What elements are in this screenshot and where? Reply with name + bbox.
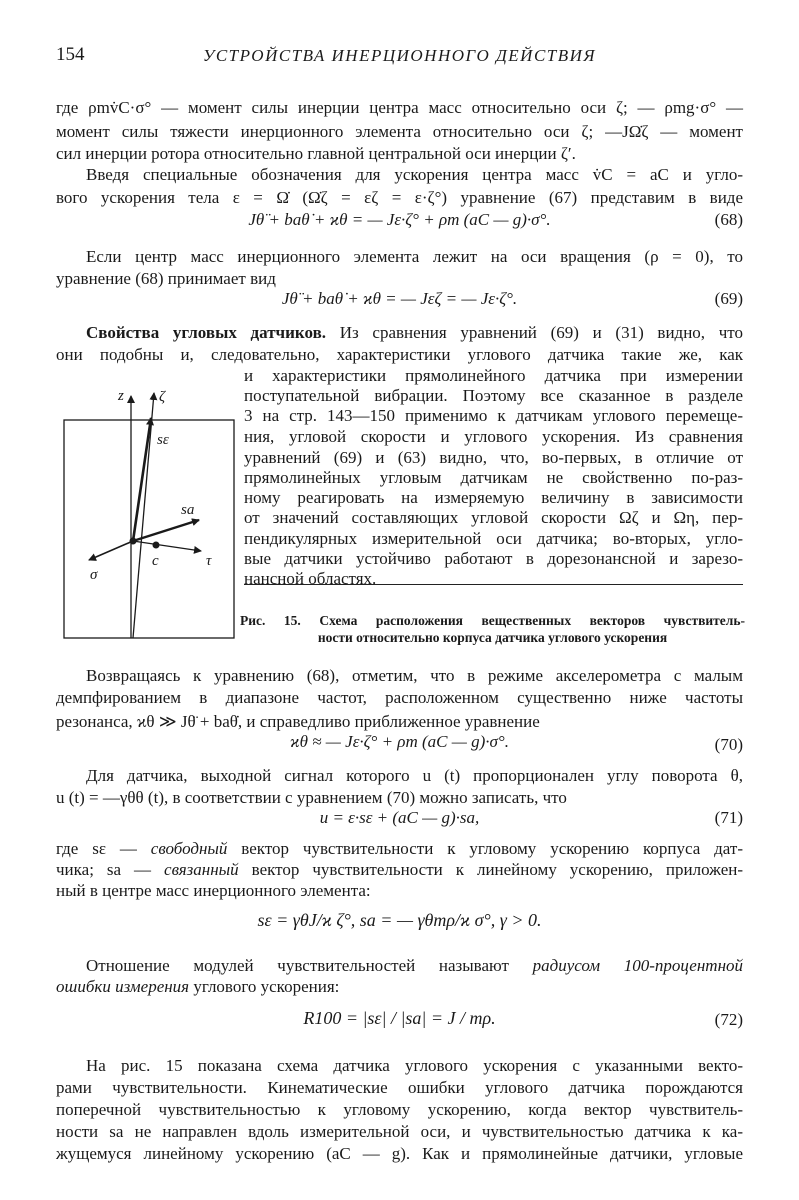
section-heading-line: Свойства угловых датчиков. Из сравнения уравнений (69) и (31) видно, что: [86, 323, 743, 342]
running-title: УСТРОЙСТВА ИНЕРЦИОННОГО ДЕЙСТВИЯ: [202, 46, 597, 65]
label-tau: τ: [206, 553, 212, 569]
text-line: нансной областях.: [244, 569, 377, 588]
equation-70-number: (70): [714, 735, 743, 754]
caption-rule: [244, 584, 743, 585]
equation-69-number: (69): [714, 289, 743, 308]
text-line: прямолинейных угловым датчикам не свойственно по-раз-: [244, 468, 743, 487]
equation-70: [56, 732, 743, 758]
sigma-axis: [89, 541, 133, 560]
equation-69-formula: Jθ̈ + baθ̇ + ϰθ = — Jεζ = — Jε·ζ°.: [281, 289, 518, 308]
text-line: где sε — свободный вектор чувствительности к угловому ускорению корпуса дат-: [56, 839, 744, 858]
text-line: поперечной чувствительностью к угловому ускорению, когда вектор чувствитель-: [56, 1100, 743, 1119]
text-line: момент силы тяжести инерционного элемента относительно оси ζ; —JΩ̇ζ — момент: [56, 122, 743, 141]
label-s-a: sa: [181, 502, 195, 518]
label-s-epsilon: sε: [157, 432, 169, 448]
figure-15-caption: Рис. 15. Схема расположения вещественных векторов чувствитель- ности относительно корпуса датчика углового ускорения: [240, 613, 745, 645]
text-line: вые датчики устойчиво работают в дорезонансной и зарезо-: [244, 549, 743, 568]
text-line: Для датчика, выходной сигнал которого u (t) пропорционален углу поворота θ,: [86, 766, 743, 785]
sensitivity-vectors-equation: [56, 910, 743, 940]
text-line: Возвращаясь к уравнению (68), отметим, что в режиме акселерометра с малым: [86, 666, 743, 685]
equation-71-formula: u = ε·sε + (aC — g)·sa,: [319, 808, 480, 827]
figure-15-diagram: [56, 388, 236, 640]
text-line: Введя специальные обозначения для ускорения центра масс v̇C = aC и угло-: [86, 165, 743, 184]
text-line: поступательной вибрации. Поэтому все сказанное в разделе: [244, 386, 743, 405]
label-zeta: ζ: [159, 389, 166, 405]
text-line: ному реагировать на измеряемую величину в зависимости: [244, 488, 743, 507]
label-sigma: σ: [90, 567, 98, 583]
rotation-center-point: [130, 538, 137, 545]
text-line: ошибки измерения углового ускорения:: [56, 977, 340, 996]
text-line: от значений составляющих угловой скорости Ωζ и Ωη, пер-: [244, 508, 743, 527]
equation-70-formula: ϰθ ≈ — Jε·ζ° + ρm (aC — g)·σ°.: [290, 732, 509, 751]
text-line: уравнение (68) принимает вид: [56, 269, 276, 288]
s-epsilon-vector: [133, 418, 151, 541]
text-line: 3 на стр. 143—150 применимо к датчикам углового перемеще-: [244, 406, 743, 425]
text-line: вого ускорения тела ε = Ω̇ (Ω̇ζ = εζ = ε·ζ°) уравнение (67) представим в виде: [56, 188, 743, 207]
text-line: ности sa не направлен вдоль измерительной оси, и чувствительностью датчика к ка-: [56, 1122, 743, 1141]
equation-72: [56, 1008, 743, 1038]
text-line: ния, угловой скорости и углового ускорения. Из сравнения: [244, 427, 743, 446]
page-header: [56, 44, 743, 72]
text-line: резонанса, ϰθ ≫ Jθ̈ + baθ̇, и справедливо приближенное уравнение: [56, 712, 540, 731]
equation-71: [56, 808, 743, 834]
equation-72-formula: R100 = |sε| / |sa| = J / mρ.: [303, 1008, 496, 1028]
section-heading: Свойства угловых датчиков.: [86, 323, 327, 342]
text-line: уравнений (69) и (63) видно, что, во-первых, в отличие от: [244, 448, 743, 467]
text-line: и характеристики прямолинейного датчика при измерении: [244, 366, 743, 385]
equation-68: [56, 210, 743, 236]
text-line: чика; sa — связанный вектор чувствительности к линейному ускорению, приложен-: [56, 860, 743, 879]
label-z: z: [118, 388, 124, 404]
equation-68-formula: Jθ̈ + baθ̇ + ϰθ = — Jε·ζ° + ρm (aC — g)·σ°.: [248, 210, 551, 229]
equation-68-number: (68): [714, 210, 743, 229]
text-line: ный в центре масс инерционного элемента:: [56, 881, 371, 900]
equation-71-number: (71): [714, 808, 743, 827]
text-line: Если центр масс инерционного элемента лежит на оси вращения (ρ = 0), то: [86, 247, 743, 266]
text-line: демпфированием в диапазоне частот, расположенном существенно ниже частоты: [56, 688, 743, 707]
text-line: жущемуся линейному ускорению (aC — g). Как и прямолинейные датчики, угловые: [56, 1144, 743, 1163]
mass-center-point: [153, 542, 160, 549]
text-line: Отношение модулей чувствительностей называют радиусом 100-процентной: [86, 956, 743, 975]
equation-72-number: (72): [714, 1010, 743, 1029]
text-line: На рис. 15 показана схема датчика углового ускорения с указанными векто-: [86, 1056, 743, 1075]
text-line: u (t) = —γθθ (t), в соответствии с уравнением (70) можно записать, что: [56, 788, 567, 807]
text-line: они подобны и, следовательно, характеристики углового датчика такие же, как: [56, 345, 743, 364]
text-line: где ρmv̇C·σ° — момент силы инерции центра масс относительно оси ζ; — ρmg·σ° —: [56, 98, 743, 117]
text-line: пендикулярных измерительной оси датчика; во-вторых, угло-: [244, 529, 743, 548]
label-c: c: [152, 553, 159, 569]
text-line: сил инерции ротора относительно главной центральной оси инерции ζ′.: [56, 144, 576, 163]
text-line: рами чувствительности. Кинематические ошибки углового датчика порождаются: [56, 1078, 743, 1097]
sensitivity-vectors-formula: sε = γθJ/ϰ ζ°, sa = — γθmρ/ϰ σ°, γ > 0.: [257, 910, 542, 930]
tau-axis: [133, 541, 201, 551]
page-number: 154: [56, 44, 85, 65]
equation-69: [56, 289, 743, 315]
